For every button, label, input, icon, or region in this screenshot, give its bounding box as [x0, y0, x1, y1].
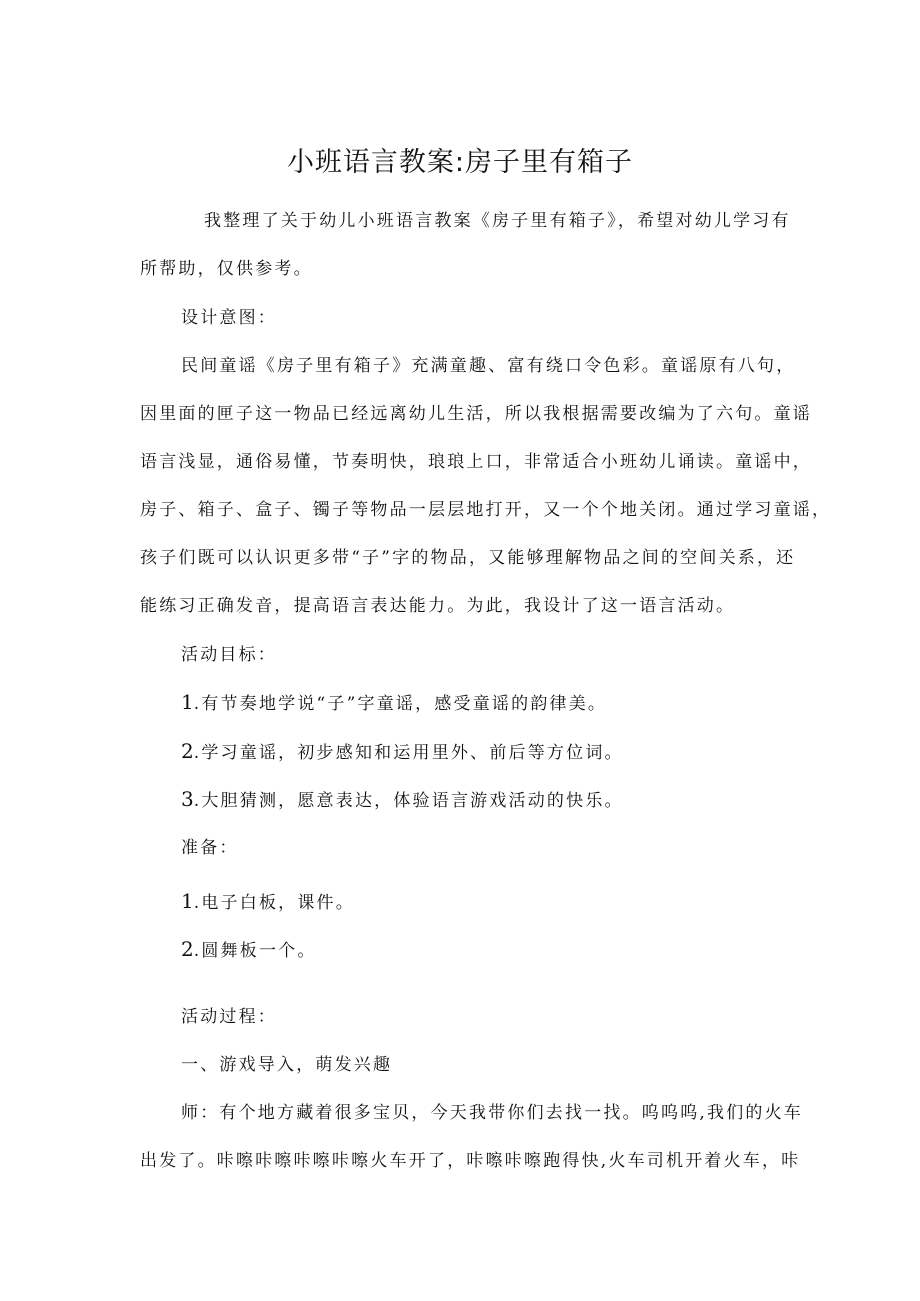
design-line-2: 因里面的匣子这一物品已经远离幼儿生活，所以我根据需要改编为了六句。童谣	[140, 404, 812, 424]
goal-item-3	[181, 788, 624, 812]
prep-item-1	[181, 890, 355, 914]
goal-item-1	[181, 691, 607, 715]
goal-number: 2	[181, 739, 194, 763]
design-line-5: 孩子们既可以认识更多带“子”字的物品，又能够理解物品之间的空间关系，还	[140, 548, 796, 568]
prep-heading: 准备：	[181, 838, 239, 858]
design-heading: 设计意图：	[181, 308, 277, 328]
process-heading: 活动过程：	[181, 1007, 277, 1027]
teacher-line-2: 出发了。咔嚓咔嚓咔嚓咔嚓火车开了，咔嚓咔嚓跑得快,火车司机开着火车，咔	[140, 1151, 801, 1171]
goal-number: 1	[181, 690, 194, 714]
design-line-3: 语言浅显，通俗易懂，节奏明快，琅琅上口，非常适合小班幼儿诵读。童谣中，	[140, 452, 812, 472]
prep-text: .电子白板，课件。	[193, 893, 355, 913]
design-line-1: 民间童谣《房子里有箱子》充满童趣、富有绕口令色彩。童谣原有八句，	[181, 356, 796, 376]
document-title: 小班语言教案:房子里有箱子	[286, 147, 634, 178]
prep-item-2	[181, 938, 317, 962]
goal-text: .有节奏地学说“子”字童谣，感受童谣的韵律美。	[193, 694, 608, 714]
goal-item-2	[181, 740, 624, 764]
goal-text: .大胆猜测，愿意表达，体验语言游戏活动的快乐。	[193, 791, 624, 811]
prep-number: 2	[181, 937, 194, 961]
design-line-4: 房子、箱子、盒子、镯子等物品一层层地打开，又一个个地关闭。通过学习童谣，	[140, 500, 832, 520]
goals-heading: 活动目标：	[181, 645, 277, 665]
design-line-6: 能练习正确发音，提高语言表达能力。为此，我设计了这一语言活动。	[140, 596, 736, 616]
intro-line-2: 所帮助，仅供参考。	[140, 259, 313, 279]
intro-line-1: 我整理了关于幼儿小班语言教案《房子里有箱子》，希望对幼儿学习有	[204, 211, 791, 231]
teacher-line-1: 师：有个地方藏着很多宝贝，今天我带你们去找一找。呜呜呜,我们的火车	[181, 1103, 804, 1123]
prep-text: .圆舞板一个。	[193, 941, 317, 961]
goal-text: .学习童谣，初步感知和运用里外、前后等方位词。	[193, 743, 624, 763]
step1-heading: 一、游戏导入，萌发兴趣	[181, 1055, 393, 1075]
goal-number: 3	[181, 787, 194, 811]
prep-number: 1	[181, 889, 194, 913]
